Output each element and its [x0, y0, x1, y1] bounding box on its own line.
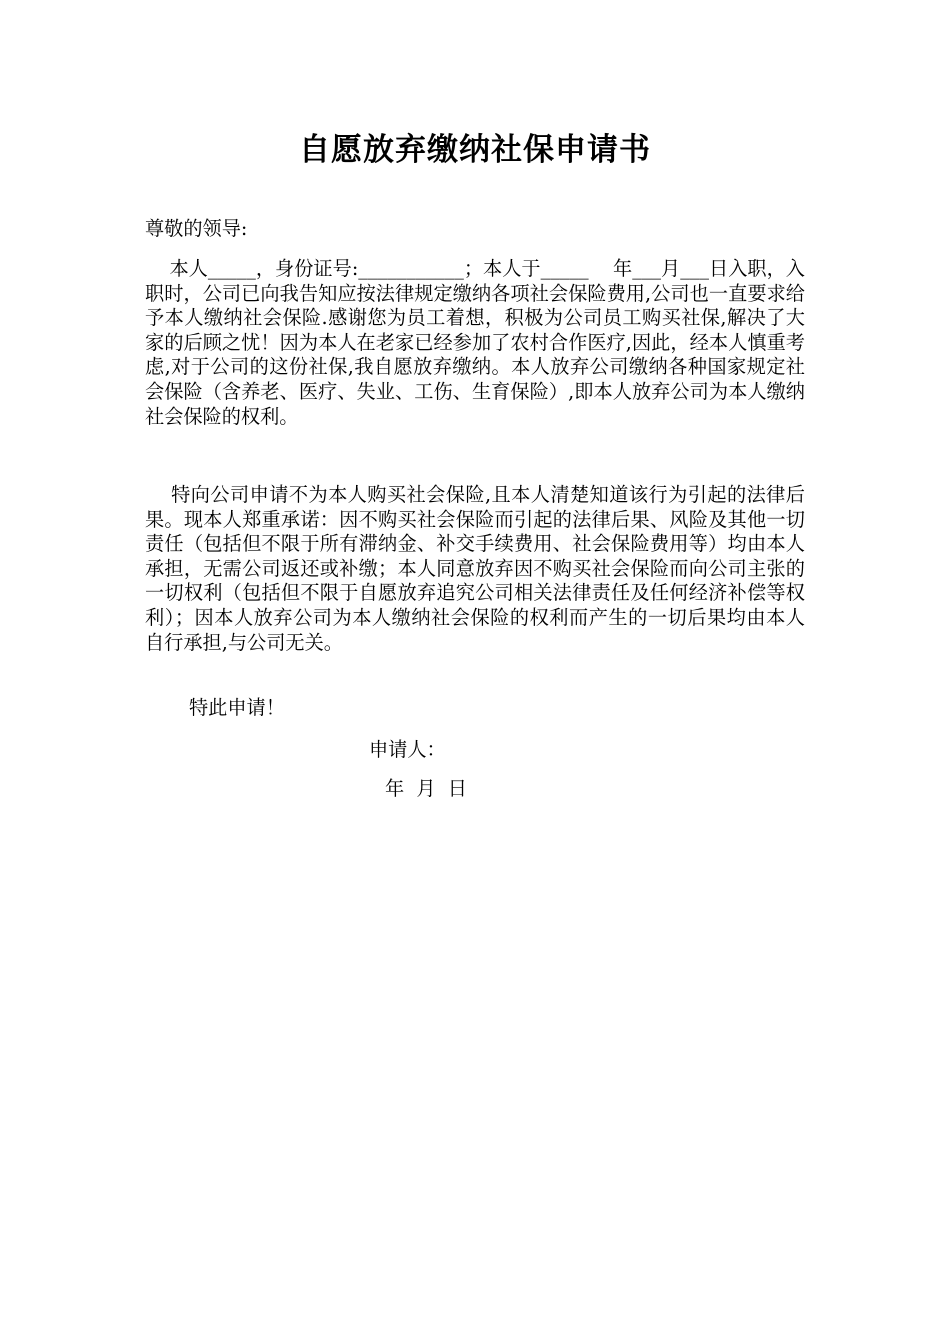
date-line: 年 月 日 [385, 777, 467, 800]
paragraph-commitment: 特向公司申请不为本人购买社会保险,且本人清楚知道该行为引起的法律后果。现本人郑重承诺：因不购买社会保险而引起的法律后果、风险及其他一切责任（包括但不限于所有滞纳金、补交手续费用、社会保险费用等）均由本人承担，无需公司返还或补缴；本人同意放弃因不购买社会保险而向公司主张的一切权利（包括但不限于自愿放弃追究公司相关法律责任及任何经济补偿等权利）；因本人放弃公司为本人缴纳社会保险的权利而产生的一切后果均由本人自行承担,与公司无关。 [145, 483, 805, 654]
paragraph-employment-statement: 本人_____，身份证号:___________；本人于_____ 年___月___日入职，入职时，公司已向我告知应按法律规定缴纳各项社会保险费用,公司也一直要求给予本人缴纳社会保险.感谢您为员工着想，积极为公司员工购买社保,解决了大家的后顾之忧！因为本人在老家已经参加了农村合作医疗,因此，经本人慎重考虑,对于公司的这份社保,我自愿放弃缴纳。本人放弃公司缴纳各种国家规定社会保险（含养老、医疗、失业、工伤、生育保险）,即本人放弃公司为本人缴纳社会保险的权利。 [145, 257, 805, 428]
applicant-signature-label: 申请人： [369, 738, 446, 761]
document-title: 自愿放弃缴纳社保申请书 [299, 132, 651, 168]
closing-remark: 特此申请！ [189, 696, 285, 719]
salutation: 尊敬的领导: [145, 217, 248, 240]
